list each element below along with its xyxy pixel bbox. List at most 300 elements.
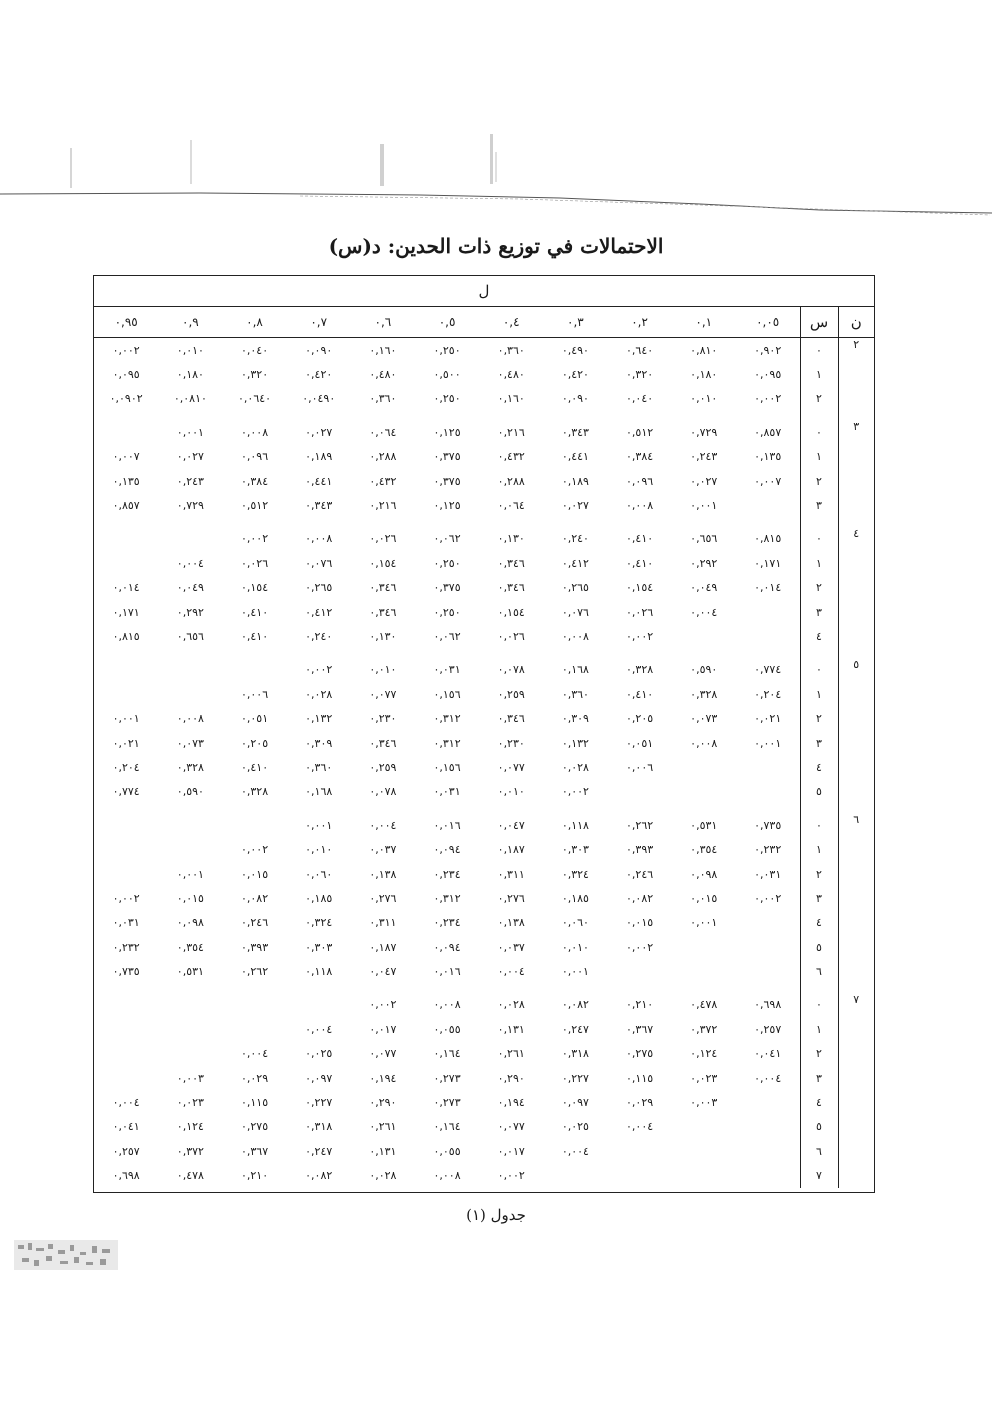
prob-cell: ٠,٠٠١: [176, 867, 204, 881]
table-row: [94, 706, 874, 730]
prob-cell: ٠,٠٠١: [690, 499, 718, 513]
s-value: ٠: [800, 420, 838, 444]
prob-cell: [672, 1115, 736, 1139]
prob-cell: ٠,٠٠٢: [240, 532, 269, 546]
prob-cell: [158, 813, 222, 837]
prob-cell: ٠,٠٠٨: [690, 736, 718, 750]
prob-cell: ٠,٠٠٢: [240, 843, 269, 857]
prob-cell: ٠,٠١٧: [369, 1022, 397, 1036]
table-row: [94, 682, 874, 706]
prob-cell: ٠,٢٤٦: [240, 916, 269, 930]
prob-cell: ٠,٠٠٨: [626, 499, 654, 513]
s-value: ٣: [800, 600, 838, 624]
prob-cell: [94, 527, 158, 551]
prob-cell: [736, 1164, 800, 1188]
prob-cell: [158, 658, 222, 682]
s-value: ٢: [800, 706, 838, 730]
prob-cell: ٠,٠٠١: [754, 736, 782, 750]
prob-cell: ٠,٠٠٧: [754, 474, 782, 488]
prob-cell: ٠,٣١١: [497, 867, 525, 881]
s-value: ٠: [800, 658, 838, 682]
prob-cell: ٠,٣٧٥: [433, 581, 461, 595]
group-spacer: [94, 649, 874, 658]
prob-cell: ٠,٣٢٤: [561, 867, 589, 881]
prob-cell: ٠,٤١٢: [305, 605, 333, 619]
prob-cell: [736, 911, 800, 935]
s-header: س: [800, 307, 838, 338]
s-value: ١: [800, 445, 838, 469]
prob-cell: ٠,٠١٠: [497, 785, 525, 799]
col-header-2: ٠,١: [672, 307, 736, 338]
prob-cell: ٠,٣٤٦: [369, 581, 397, 595]
prob-cell: ٠,٠٢٣: [690, 1071, 718, 1085]
n-header: ن: [838, 307, 874, 338]
prob-cell: [736, 1139, 800, 1163]
prob-cell: ٠,٣١٨: [561, 1047, 589, 1061]
prob-cell: ٠,٤٢٠: [561, 368, 589, 382]
prob-cell: ٠,٤١٠: [240, 760, 269, 774]
prob-cell: [672, 935, 736, 959]
prob-cell: ٠,٠٠٤: [305, 1022, 333, 1036]
group-spacer: [94, 984, 874, 993]
prob-cell: ٠,٧٢٩: [690, 425, 718, 439]
prob-cell: ٠,٣٦٧: [240, 1144, 269, 1158]
prob-cell: [672, 1139, 736, 1163]
prob-cell: ٠,١٧١: [754, 556, 782, 570]
table-row: [94, 420, 874, 444]
prob-cell: ٠,٢٣٢: [754, 843, 782, 857]
group-n-6: [94, 813, 874, 993]
prob-cell: ٠,٠١٠: [561, 940, 589, 954]
spacer-cell: [800, 411, 838, 420]
prob-cell: [607, 1164, 671, 1188]
table-row: [94, 959, 874, 983]
prob-cell: ٠,٢١٠: [240, 1169, 269, 1183]
prob-cell: ٠,٠٩٠: [561, 392, 589, 406]
prob-cell: ٠,٠٧٧: [369, 687, 397, 701]
table-row: [94, 911, 874, 935]
prob-cell: ٠,١٢٤: [690, 1047, 718, 1061]
prob-cell: ٠,٢٧٥: [626, 1047, 654, 1061]
prob-cell: ٠,١٨٥: [305, 891, 333, 905]
prob-cell: ٠,١٦٠: [369, 343, 397, 357]
prob-cell: ٠,٥١٢: [240, 499, 269, 513]
prob-cell: ٠,٣٧٢: [690, 1022, 718, 1036]
prob-cell: ٠,١١٨: [305, 965, 333, 979]
prob-cell: ٠,٠١٠: [176, 343, 204, 357]
prob-cell: ٠,٠١٤: [754, 581, 782, 595]
prob-cell: ٠,٤٨٠: [369, 368, 397, 382]
prob-cell: ٠,١٣٠: [497, 532, 525, 546]
prob-cell: ٠,٠٠٣: [690, 1096, 718, 1110]
prob-cell: ٠,٣٢٨: [690, 687, 718, 701]
prob-cell: ٠,٢٣٠: [369, 712, 397, 726]
prob-cell: ٠,٤١٢: [561, 556, 589, 570]
prob-cell: [158, 993, 222, 1017]
prob-cell: ٠,٠٠١: [561, 965, 589, 979]
prob-cell: ٠,٢٤٣: [690, 450, 718, 464]
prob-cell: ٠,٠٠٨: [433, 998, 461, 1012]
prob-cell: ٠,٠٩٠٢: [109, 392, 143, 406]
prob-cell: ٠,٦٥٦: [690, 532, 718, 546]
prob-cell: ٠,٢٠٥: [240, 736, 269, 750]
scan-edge-line: [0, 188, 992, 218]
prob-cell: ٠,٣٤٦: [369, 605, 397, 619]
prob-cell: ٠,١٥٤: [497, 605, 525, 619]
prob-cell: ٠,٤٤١: [561, 450, 589, 464]
prob-cell: ٠,٢٩٠: [497, 1071, 525, 1085]
prob-cell: ٠,٣٧٥: [433, 450, 461, 464]
s-value: ٥: [800, 1115, 838, 1139]
s-value: ٢: [800, 1042, 838, 1066]
spacer-cell: [94, 804, 800, 813]
prob-cell: ٠,١٢٤: [176, 1120, 204, 1134]
prob-cell: [736, 755, 800, 779]
table-row: [94, 780, 874, 804]
prob-cell: [222, 813, 286, 837]
prob-cell: ٠,٠٠٢: [754, 891, 782, 905]
prob-cell: [672, 755, 736, 779]
prob-cell: ٠,٥٩٠: [690, 663, 718, 677]
prob-cell: [222, 1017, 286, 1041]
prob-cell: ٠,٣٢٨: [240, 785, 269, 799]
prob-cell: [94, 993, 158, 1017]
prob-cell: ٠,٣٢٤: [305, 916, 333, 930]
l-header: ل: [94, 276, 874, 307]
prob-cell: ٠,٠٠١: [690, 916, 718, 930]
table-caption: جدول (١): [466, 1206, 526, 1224]
prob-cell: ٠,٣٩٣: [240, 940, 269, 954]
s-value: ٣: [800, 1066, 838, 1090]
prob-cell: [94, 1066, 158, 1090]
prob-cell: ٠,٠٧٧: [497, 1120, 525, 1134]
prob-cell: ٠,٠١٠: [690, 392, 718, 406]
prob-cell: ٠,٨١٠: [690, 343, 718, 357]
table-row: [94, 1066, 874, 1090]
prob-cell: ٠,٧٣٥: [754, 818, 782, 832]
prob-cell: ٠,٢٦٢: [626, 818, 654, 832]
prob-cell: ٠,١١٨: [561, 818, 589, 832]
s-value: ١: [800, 1017, 838, 1041]
prob-cell: ٠,٠٠٢: [626, 940, 654, 954]
prob-cell: ٠,٠٠٢: [754, 392, 782, 406]
prob-cell: ٠,٨١٥: [112, 629, 140, 643]
prob-cell: ٠,٣٤٦: [497, 556, 525, 570]
prob-cell: ٠,٠٣٧: [497, 940, 525, 954]
spacer-cell: [800, 804, 838, 813]
prob-cell: ٠,٠٧٧: [369, 1047, 397, 1061]
prob-cell: ٠,٣٤٦: [497, 712, 525, 726]
prob-cell: ٠,٣٢٠: [240, 368, 269, 382]
n-value: ٥: [838, 658, 874, 813]
prob-cell: ٠,١٣٢: [561, 736, 589, 750]
prob-cell: [287, 993, 351, 1017]
prob-cell: ٠,٠٠٨: [240, 425, 269, 439]
prob-cell: ٠,٥٠٠: [433, 368, 461, 382]
prob-cell: ٠,١٨٠: [690, 368, 718, 382]
table-row: [94, 1139, 874, 1163]
prob-cell: ٠,٢٦٢: [240, 965, 269, 979]
prob-cell: [736, 493, 800, 517]
prob-cell: [94, 862, 158, 886]
prob-cell: ٠,٧٧٤: [754, 663, 782, 677]
prob-cell: ٠,١٦٤: [433, 1120, 461, 1134]
prob-cell: ٠,٠٣١: [112, 916, 140, 930]
prob-cell: [672, 959, 736, 983]
prob-cell: ٠,٢٥٧: [754, 1022, 782, 1036]
prob-cell: [94, 420, 158, 444]
prob-cell: [158, 527, 222, 551]
prob-cell: ٠,١٧١: [112, 605, 140, 619]
scan-bleed-marks: [40, 130, 560, 190]
prob-cell: ٠,٠٠٤: [497, 965, 525, 979]
prob-cell: [607, 959, 671, 983]
prob-cell: ٠,١٣٨: [497, 916, 525, 930]
prob-cell: ٠,٠٢٦: [497, 629, 525, 643]
prob-cell: ٠,٥١٢: [626, 425, 654, 439]
s-value: ٤: [800, 624, 838, 648]
table-row: [94, 387, 874, 411]
col-header-11: ٠,٩٥: [94, 307, 158, 338]
s-value: ٢: [800, 862, 838, 886]
s-value: ٠: [800, 993, 838, 1017]
prob-cell: ٠,٣٨٤: [626, 450, 654, 464]
prob-cell: ٠,٠٤٩: [176, 581, 204, 595]
prob-cell: ٠,٢٠٤: [754, 687, 782, 701]
prob-cell: ٠,٣٧٢: [176, 1144, 204, 1158]
prob-cell: ٠,٠٢٥: [561, 1120, 589, 1134]
prob-cell: [736, 935, 800, 959]
prob-cell: ٠,٢٥٧: [112, 1144, 140, 1158]
prob-cell: ٠,٦٥٦: [176, 629, 204, 643]
prob-cell: ٠,٠٣٧: [369, 843, 397, 857]
prob-cell: ٠,٠٧٣: [176, 736, 204, 750]
prob-cell: ٠,٠٩٨: [176, 916, 204, 930]
prob-cell: ٠,٣٠٣: [305, 940, 333, 954]
prob-cell: ٠,٠٦٤: [369, 425, 397, 439]
prob-cell: ٠,٤١٠: [626, 556, 654, 570]
prob-cell: ٠,٠٤٧: [369, 965, 397, 979]
prob-cell: ٠,٣٧٥: [433, 474, 461, 488]
prob-cell: ٠,٠٩٥: [112, 368, 140, 382]
prob-cell: ٠,٢٩٠: [369, 1096, 397, 1110]
prob-cell: [94, 658, 158, 682]
s-value: ٥: [800, 780, 838, 804]
prob-cell: ٠,٢٧٣: [433, 1071, 461, 1085]
prob-cell: ٠,١٣١: [497, 1022, 525, 1036]
prob-cell: [94, 551, 158, 575]
prob-cell: ٠,٨٥٧: [754, 425, 782, 439]
prob-cell: ٠,٠٠١: [305, 818, 333, 832]
prob-cell: ٠,٠٤٠: [240, 343, 269, 357]
prob-cell: ٠,١٥٦: [433, 687, 461, 701]
table-row: [94, 1090, 874, 1114]
table-title: الاحتمالات في توزيع ذات الحدين: د(س): [328, 234, 664, 258]
prob-cell: ٠,٣٢٨: [176, 760, 204, 774]
prob-cell: ٠,٣١٢: [433, 712, 461, 726]
prob-cell: ٠,٠٠٨: [176, 712, 204, 726]
prob-cell: ٠,٣٤٦: [369, 736, 397, 750]
prob-cell: ٠,٠٢٦: [369, 532, 397, 546]
prob-cell: ٠,٣٠٩: [305, 736, 333, 750]
prob-cell: ٠,٤١٠: [626, 532, 654, 546]
prob-cell: ٠,٠١٠: [305, 843, 333, 857]
spacer-cell: [94, 411, 800, 420]
table-row: [94, 1115, 874, 1139]
prob-cell: ٠,٢٠٤: [112, 760, 140, 774]
prob-cell: ٠,٣٩٣: [626, 843, 654, 857]
prob-cell: [672, 624, 736, 648]
prob-cell: ٠,٠٠٨: [561, 629, 589, 643]
prob-cell: ٠,٠٢٧: [690, 474, 718, 488]
prob-cell: ٠,٠١٥: [176, 891, 204, 905]
prob-cell: ٠,٣٦٧: [626, 1022, 654, 1036]
prob-cell: ٠,٠٢٦: [626, 605, 654, 619]
prob-cell: ٠,٠٠٤: [754, 1071, 782, 1085]
prob-cell: ٠,٠١٥: [626, 916, 654, 930]
prob-cell: ٠,٢٨٨: [497, 474, 525, 488]
prob-cell: ٠,٥٣١: [690, 818, 718, 832]
table-row: [94, 576, 874, 600]
prob-cell: ٠,١٣٠: [369, 629, 397, 643]
prob-cell: ٠,٣٢٠: [626, 368, 654, 382]
s-value: ٧: [800, 1164, 838, 1188]
prob-cell: ٠,٢٤٣: [176, 474, 204, 488]
prob-cell: [158, 682, 222, 706]
s-value: ٥: [800, 935, 838, 959]
prob-cell: ٠,٧٢٩: [176, 499, 204, 513]
prob-cell: ٠,٠١٥: [240, 867, 269, 881]
n-value: ٢: [838, 338, 874, 421]
col-header-5: ٠,٤: [479, 307, 543, 338]
table-row: [94, 886, 874, 910]
prob-cell: ٠,٠١٥: [690, 891, 718, 905]
prob-cell: [672, 1164, 736, 1188]
table-row: [94, 813, 874, 837]
table-row: [94, 1042, 874, 1066]
col-header-6: ٠,٥: [415, 307, 479, 338]
s-value: ٣: [800, 886, 838, 910]
prob-cell: ٠,١٩٤: [497, 1096, 525, 1110]
prob-cell: ٠,٠٤١: [754, 1047, 782, 1061]
prob-cell: ٠,١٣٢: [305, 712, 333, 726]
prob-cell: ٠,١٥٤: [369, 556, 397, 570]
prob-cell: ٠,٠٨١٠: [173, 392, 207, 406]
prob-cell: ٠,٤٣٢: [369, 474, 397, 488]
prob-cell: ٠,٠٧٨: [369, 785, 397, 799]
prob-cell: ٠,٠٢٥: [305, 1047, 333, 1061]
prob-cell: ٠,٠٤٩٠: [302, 392, 336, 406]
prob-cell: ٠,٤٧٨: [690, 998, 718, 1012]
prob-cell: ٠,٠٠٤: [176, 556, 204, 570]
col-header-7: ٠,٦: [351, 307, 415, 338]
prob-cell: ٠,٢٦١: [497, 1047, 525, 1061]
prob-cell: ٠,٠٩٨: [690, 867, 718, 881]
prob-cell: ٠,٠١٠: [369, 663, 397, 677]
prob-cell: ٠,١٦٨: [305, 785, 333, 799]
table-row: [94, 993, 874, 1017]
prob-cell: ٠,٠٧٦: [561, 605, 589, 619]
prob-cell: ٠,٠٢٨: [369, 1169, 397, 1183]
table-row: [94, 445, 874, 469]
prob-cell: ٠,٠٨٢: [240, 891, 269, 905]
prob-cell: ٠,٠٢٨: [497, 998, 525, 1012]
prob-cell: ٠,٢٢٧: [305, 1096, 333, 1110]
prob-cell: ٠,٠٠٢: [112, 891, 140, 905]
prob-cell: ٠,٠٠٨: [305, 532, 333, 546]
prob-cell: ٠,٠٧٧: [497, 760, 525, 774]
prob-cell: ٠,١٩٤: [369, 1071, 397, 1085]
prob-cell: ٠,٠٠١: [176, 425, 204, 439]
scan-stamp-noise: [14, 1240, 118, 1270]
prob-cell: ٠,٠٠٢: [305, 663, 333, 677]
prob-cell: ٠,٠٣١: [754, 867, 782, 881]
prob-cell: ٠,٥٩٠: [176, 785, 204, 799]
prob-cell: ٠,٠٢٧: [561, 499, 589, 513]
prob-cell: ٠,٠٥٥: [433, 1022, 461, 1036]
prob-cell: ٠,٢٩٢: [690, 556, 718, 570]
prob-cell: ٠,١٥٤: [626, 581, 654, 595]
prob-cell: ٠,١٨٧: [497, 843, 525, 857]
group-spacer: [94, 411, 874, 420]
prob-cell: ٠,٢٦١: [369, 1120, 397, 1134]
prob-cell: ٠,٢٨٨: [369, 450, 397, 464]
table-row: [94, 527, 874, 551]
prob-cell: ٠,٣٥٤: [176, 940, 204, 954]
prob-cell: ٠,٣١٢: [433, 736, 461, 750]
prob-cell: ٠,٠٩٥: [754, 368, 782, 382]
prob-cell: ٠,٤٩٠: [561, 343, 589, 357]
prob-cell: ٠,٠٠٦: [240, 687, 269, 701]
s-value: ٠: [800, 813, 838, 837]
prob-cell: [158, 1017, 222, 1041]
prob-cell: ٠,٧٧٤: [112, 785, 140, 799]
prob-cell: ٠,٠٠١: [112, 712, 140, 726]
table-row: [94, 731, 874, 755]
s-value: ٠: [800, 338, 838, 363]
col-header-3: ٠,٢: [607, 307, 671, 338]
prob-cell: ٠,٢٥٩: [369, 760, 397, 774]
s-value: ٦: [800, 1139, 838, 1163]
prob-cell: ٠,٤٣٢: [497, 450, 525, 464]
n-value: ٣: [838, 420, 874, 527]
prob-cell: [94, 813, 158, 837]
table-row: [94, 551, 874, 575]
prob-cell: ٠,٤١٠: [240, 605, 269, 619]
prob-cell: ٠,٣٤٦: [497, 581, 525, 595]
prob-cell: ٠,٠٢١: [754, 712, 782, 726]
spacer-cell: [800, 518, 838, 527]
prob-cell: ٠,٠٢٣: [176, 1096, 204, 1110]
prob-cell: [736, 1115, 800, 1139]
prob-cell: [158, 837, 222, 861]
prob-cell: ٠,٠٨٢: [626, 891, 654, 905]
table-row: [94, 837, 874, 861]
prob-cell: [158, 1042, 222, 1066]
prob-cell: ٠,٠٠٣: [176, 1071, 204, 1085]
s-value: ٢: [800, 387, 838, 411]
prob-cell: [672, 780, 736, 804]
prob-cell: ٠,١٢٥: [433, 425, 461, 439]
prob-cell: [94, 1042, 158, 1066]
prob-cell: ٠,٠٩٤: [433, 940, 461, 954]
prob-cell: ٠,٢٤٧: [561, 1022, 589, 1036]
prob-cell: [736, 600, 800, 624]
column-header-row: [94, 307, 874, 338]
prob-cell: ٠,١٨٠: [176, 368, 204, 382]
prob-cell: ٠,٣١٢: [433, 891, 461, 905]
prob-cell: ٠,٤٢٠: [305, 368, 333, 382]
